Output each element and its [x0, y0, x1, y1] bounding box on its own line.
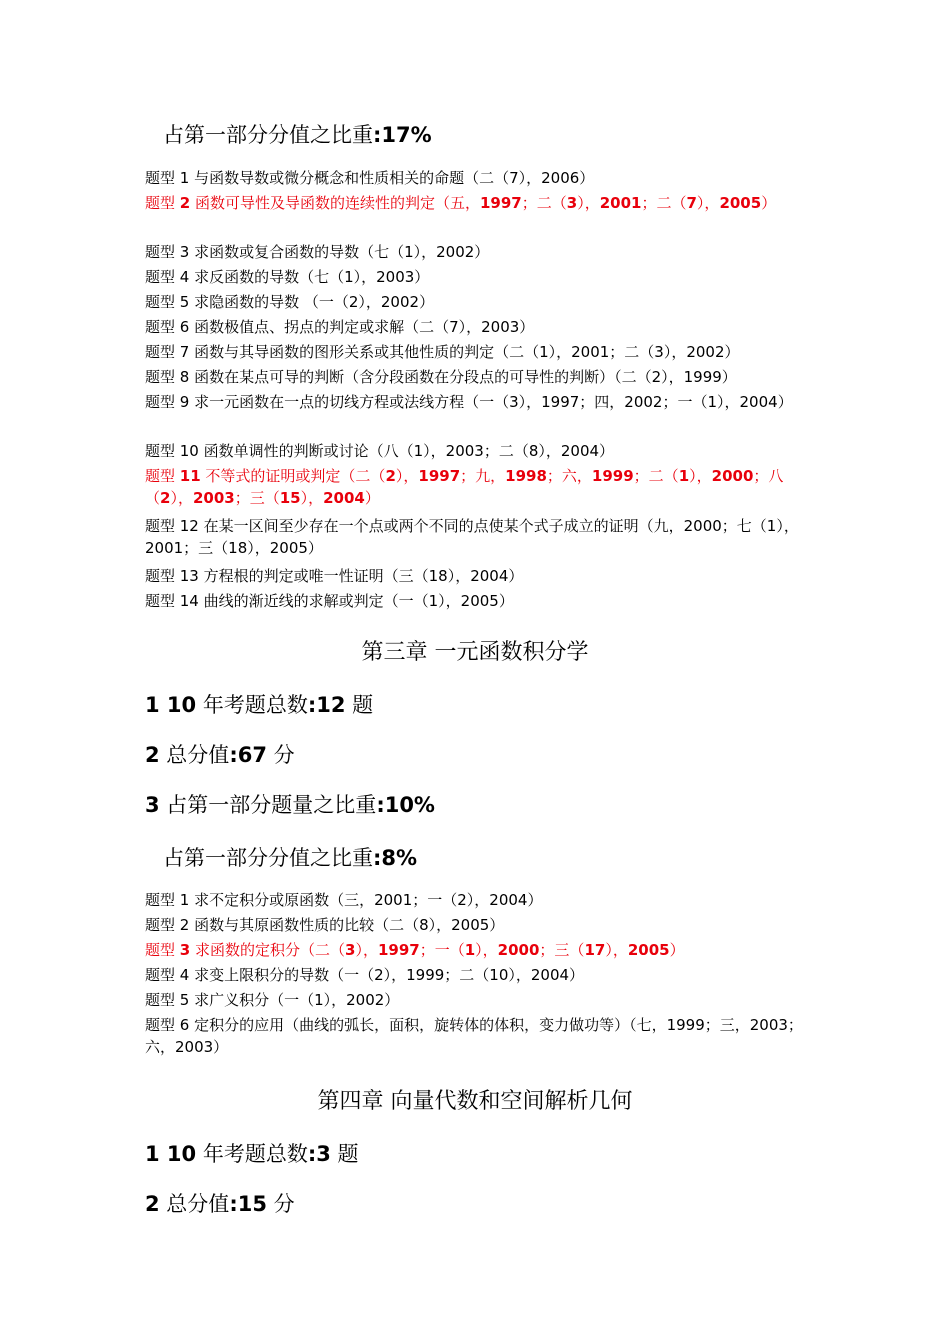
ch3-question-type-2: 题型 2 函数与其原函数性质的比较（二（8），2005） [145, 916, 505, 934]
question-type-1 [145, 167, 815, 189]
question-type-5: 题型 5 求隐函数的导数 （一（2），2002） [145, 293, 435, 311]
question-type-10: 题型 10 函数单调性的判断或讨论（八（1），2003；二（8），2004） [145, 442, 615, 460]
chapter3-summary: 占第一部分分值之比重:8% [163, 846, 418, 870]
section1-summary [163, 121, 833, 149]
question-type-2-highlighted: 题型 2 函数可导性及导函数的连续性的判定（五，1997；二（3），2001；二（7），2005） [145, 194, 777, 212]
question-type-8: 题型 8 函数在某点可导的判断（含分段函数在分段点的可导性的判断）（二（2），1999） [145, 368, 737, 386]
question-type-13: 题型 13 方程根的判定或唯一性证明（三（18），2004） [145, 567, 524, 585]
question-type-7: 题型 7 函数与其导函数的图形关系或其他性质的判定（二（1），2001；二（3），2002） [145, 343, 740, 361]
ch3-question-type-3-highlighted: 题型 3 求函数的定积分（二（3），1997；一（1），2000；三（17），2005） [145, 941, 685, 959]
item-text: 题型 1 与函数导数或微分概念和性质相关的命题（二（7），2006） [145, 169, 595, 187]
chapter3-title: 第三章 一元函数积分学 [361, 640, 589, 665]
summary-value: :17% [373, 123, 432, 147]
question-type-14: 题型 14 曲线的渐近线的求解或判定（一（1），2005） [145, 592, 514, 610]
question-type-11-highlighted: 题型 11 不等式的证明或判定（二（2），1997；九，1998；六，1999；二（1），2000；八（2），2003；三（15），2004） [145, 467, 784, 507]
chapter4-total-questions: 1 10 年考题总数:3 题 [145, 1142, 359, 1166]
ch3-question-type-1: 题型 1 求不定积分或原函数（三，2001；一（2），2004） [145, 891, 543, 909]
summary-label: 占第一部分分值之比重 [163, 123, 373, 147]
chapter3-question-ratio: 3 占第一部分题量之比重:10% [145, 793, 435, 817]
question-type-12: 题型 12 在某一区间至少存在一个点或两个不同的点使某个式子成立的证明（九，2000；七（1），2001；三（18），2005） [145, 517, 799, 557]
ch3-question-type-6: 题型 6 定积分的应用（曲线的弧长，面积，旋转体的体积，变力做功等）（七，1999；三，2003；六，2003） [145, 1016, 803, 1056]
question-type-4: 题型 4 求反函数的导数（七（1），2003） [145, 268, 430, 286]
chapter4-total-score: 2 总分值:15 分 [145, 1192, 295, 1216]
chapter4-title: 第四章 向量代数和空间解析几何 [317, 1089, 633, 1114]
question-type-6: 题型 6 函数极值点、拐点的判定或求解（二（7），2003） [145, 318, 535, 336]
question-type-3: 题型 3 求函数或复合函数的导数（七（1），2002） [145, 243, 490, 261]
chapter3-total-score: 2 总分值:67 分 [145, 743, 295, 767]
ch3-question-type-5: 题型 5 求广义积分（一（1），2002） [145, 991, 400, 1009]
chapter3-total-questions: 1 10 年考题总数:12 题 [145, 693, 374, 717]
ch3-question-type-4: 题型 4 求变上限积分的导数（一（2），1999；二（10），2004） [145, 966, 585, 984]
question-type-9: 题型 9 求一元函数在一点的切线方程或法线方程（一（3），1997；四，2002；一（1），2004） [145, 393, 793, 411]
